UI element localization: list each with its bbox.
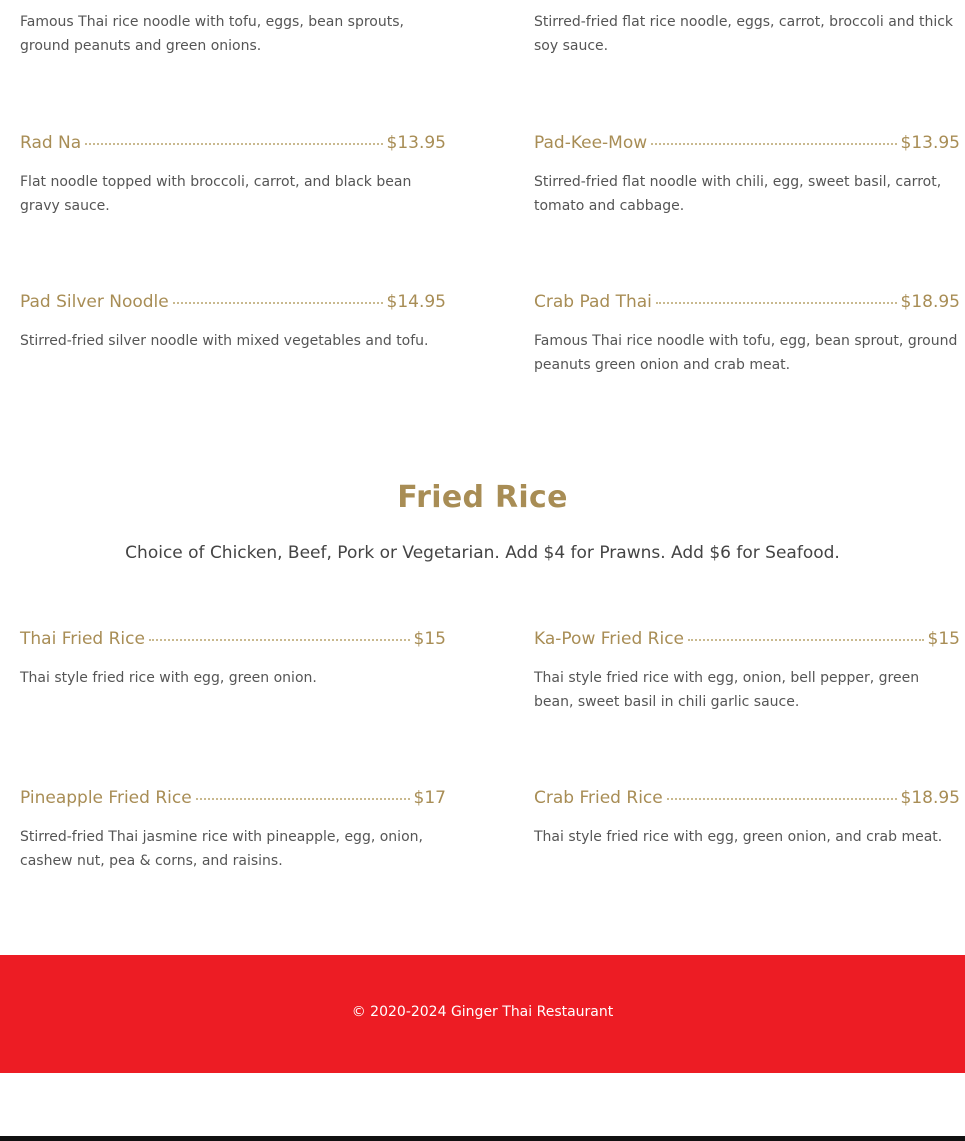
item-description: Thai style fried rice with egg, green onion. (20, 670, 317, 686)
menu-item-rad-na (20, 132, 446, 218)
menu-item-top-right (534, 10, 960, 58)
item-name: Thai Fried Rice (20, 629, 145, 649)
item-description: Stirred-fried Thai jasmine rice with pineapple, egg, onion, cashew nut, pea & corns, and raisins. (20, 829, 423, 869)
item-description: Flat noodle topped with broccoli, carrot, and black bean gravy sauce. (20, 174, 412, 214)
item-price: $18.95 (900, 788, 960, 808)
copyright-text: © 2020-2024 Ginger Thai Restaurant (351, 1004, 614, 1020)
item-header (20, 291, 446, 313)
item-description: Famous Thai rice noodle with tofu, eggs, bean sprouts, ground peanuts and green onions. (20, 14, 404, 54)
dot-leader (651, 142, 896, 145)
item-name: Ka-Pow Fried Rice (534, 629, 685, 649)
item-description: Stirred-fried flat noodle with chili, egg, sweet basil, carrot, tomato and cabbage. (534, 174, 942, 214)
item-price: $13.95 (386, 133, 446, 153)
menu-item-pad-silver-noodle (20, 291, 446, 353)
dot-leader (688, 638, 924, 641)
section-subtitle: Choice of Chicken, Beef, Pork or Vegetarian. Add $4 for Prawns. Add $6 for Seafood. (125, 543, 840, 563)
item-name: Pineapple Fried Rice (20, 788, 192, 808)
menu-item-crab-fried-rice (534, 787, 960, 849)
item-description: Famous Thai rice noodle with tofu, egg, bean sprout, ground peanuts green onion and crab meat. (534, 333, 958, 373)
dot-leader (173, 301, 383, 304)
item-name: Rad Na (20, 133, 82, 153)
item-price: $15 (927, 629, 960, 649)
menu-item-pad-kee-mow (534, 132, 960, 218)
dot-leader (149, 638, 410, 641)
item-header (534, 787, 960, 809)
item-price: $17 (413, 788, 446, 808)
item-price: $13.95 (900, 133, 960, 153)
section-title: Fried Rice (397, 480, 568, 515)
item-header (534, 132, 960, 154)
item-description: Stirred-fried silver noodle with mixed vegetables and tofu. (20, 333, 429, 349)
item-name: Crab Fried Rice (534, 788, 663, 808)
menu-item-ka-pow-fried-rice (534, 628, 960, 714)
item-description: Stirred-fried flat rice noodle, eggs, carrot, broccoli and thick soy sauce. (534, 14, 954, 54)
item-name: Pad-Kee-Mow (534, 133, 648, 153)
menu-item-crab-pad-thai (534, 291, 960, 377)
item-price: $15 (413, 629, 446, 649)
item-name: Pad Silver Noodle (20, 292, 169, 312)
menu-item-pineapple-fried-rice (20, 787, 446, 873)
menu-item-top-left (20, 10, 446, 58)
bottom-divider (0, 1136, 965, 1141)
item-price: $18.95 (900, 292, 960, 312)
item-description: Thai style fried rice with egg, onion, bell pepper, green bean, sweet basil in chili garlic sauce. (534, 670, 920, 710)
dot-leader (656, 301, 897, 304)
menu-item-thai-fried-rice (20, 628, 446, 690)
dot-leader (196, 797, 410, 800)
item-description: Thai style fried rice with egg, green onion, and crab meat. (534, 829, 943, 845)
item-header (20, 132, 446, 154)
dot-leader (667, 797, 897, 800)
item-header (20, 787, 446, 809)
item-header (534, 628, 960, 650)
site-footer (0, 955, 965, 1073)
dot-leader (85, 142, 382, 145)
item-price: $14.95 (386, 292, 446, 312)
item-name: Crab Pad Thai (534, 292, 652, 312)
item-header (20, 628, 446, 650)
item-header (534, 291, 960, 313)
